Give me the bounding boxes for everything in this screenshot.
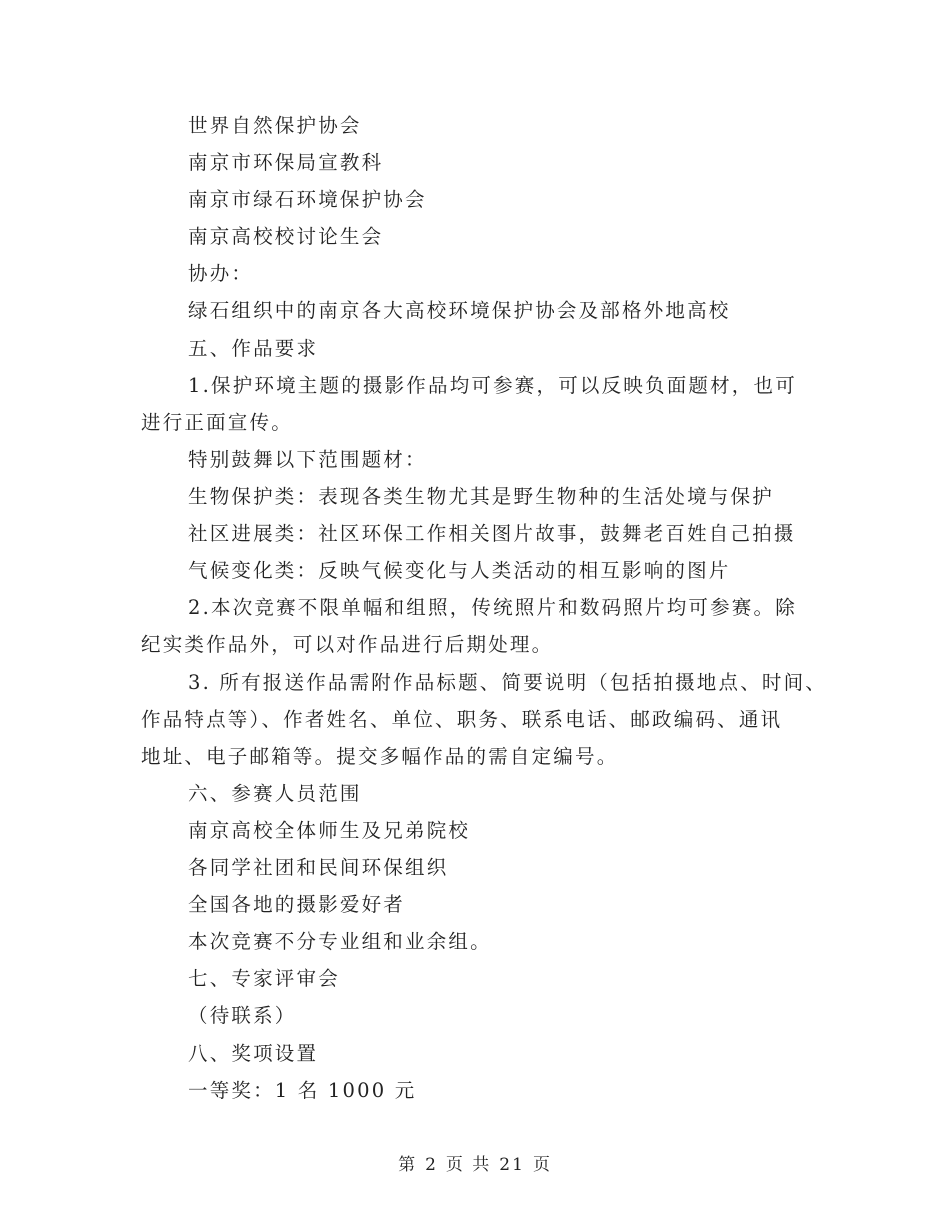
text-line: 南京市绿石环境保护协会 (188, 188, 427, 211)
text-line: 生物保护类：表现各类生物尤其是野生物种的生活处境与保护 (188, 485, 774, 508)
text-line: 协办： (188, 262, 254, 285)
text-line: 进行正面宣传。 (141, 411, 293, 434)
footer-prefix: 第 (398, 1155, 418, 1175)
text-line: 全国各地的摄影爱好者 (188, 893, 406, 916)
text-line: 世界自然保护协会 (188, 114, 362, 137)
text-line: （待联系） (188, 1004, 297, 1027)
section-heading: 五、作品要求 (188, 337, 319, 360)
footer-suffix: 页 (532, 1155, 552, 1175)
text-line: 地址、电子邮箱等。提交多幅作品的需自定编号。 (141, 745, 619, 768)
section-heading: 八、奖项设置 (188, 1042, 319, 1065)
page-footer (0, 1153, 950, 1177)
text-line: 特别鼓舞以下范围题材： (188, 448, 427, 471)
text-line: 一等奖：1 名 1000 元 (188, 1079, 417, 1102)
footer-middle: 页 共 (445, 1155, 492, 1175)
text-line: 2.本次竞赛不限单幅和组照，传统照片和数码照片均可参赛。除 (188, 596, 797, 619)
text-line: 南京高校校讨论生会 (188, 225, 384, 248)
text-line: 本次竞赛不分专业组和业余组。 (188, 930, 492, 953)
text-line: 绿石组织中的南京各大高校环境保护协会及部格外地高校 (188, 299, 731, 322)
text-line: 3. 所有报送作品需附作品标题、简要说明（包括拍摄地点、时间、 (188, 671, 828, 694)
text-line: 各同学社团和民间环保组织 (188, 856, 449, 879)
total-pages: 21 (499, 1155, 525, 1175)
section-heading: 七、专家评审会 (188, 967, 340, 990)
text-line: 1.保护环境主题的摄影作品均可参赛，可以反映负面题材，也可 (188, 374, 797, 397)
text-line: 社区进展类：社区环保工作相关图片故事，鼓舞老百姓自己拍摄 (188, 522, 796, 545)
section-heading: 六、参赛人员范围 (188, 782, 362, 805)
text-line: 气候变化类：反映气候变化与人类活动的相互影响的图片 (188, 559, 731, 582)
text-line: 南京高校全体师生及兄弟院校 (188, 819, 471, 842)
text-line: 纪实类作品外，可以对作品进行后期处理。 (141, 633, 554, 656)
text-line: 南京市环保局宣教科 (188, 151, 384, 174)
page-number: 2 (425, 1155, 438, 1175)
text-line: 作品特点等）、作者姓名、单位、职务、联系电话、邮政编码、通讯 (141, 708, 783, 731)
